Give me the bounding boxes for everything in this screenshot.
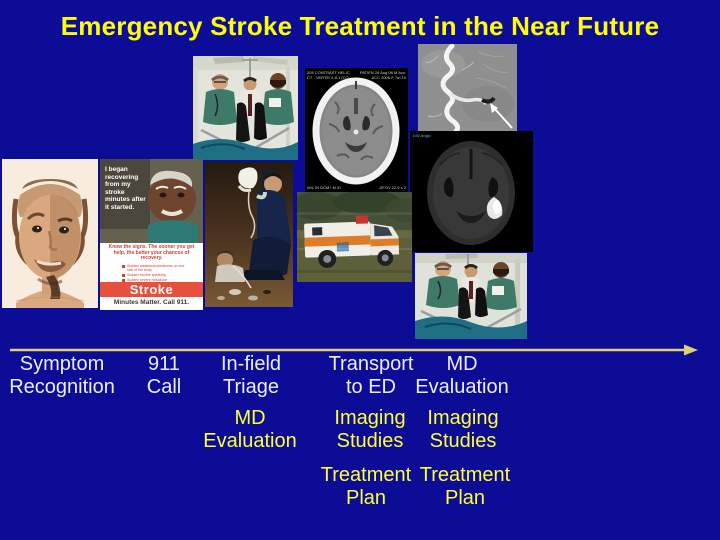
substep-label-line: Imaging (427, 407, 499, 429)
substep-label-line: Treatment (419, 464, 511, 486)
ct-header-right-text: PATIEN 29 Aug 08 M Acc: ACC 2006-F 7m 10 (359, 70, 406, 80)
poster-bullet-item (122, 273, 203, 277)
arrowhead-icon (684, 345, 698, 356)
poster-bullet-text: Sudden trouble speaking (127, 272, 166, 277)
bullet-square-icon (122, 279, 125, 282)
ct-header-left-text: 205 CONTRAST HELIC CT - VERTE/ 4 8.1 (CO (307, 70, 350, 80)
dwi-label-text: DW Angio (413, 133, 431, 138)
poster-bullet-list (100, 264, 203, 282)
poster-tagline-text: Minutes Matter. Call 911. (100, 297, 203, 310)
poster-bullet-text: Sudden severe headache (127, 277, 167, 282)
stage-label-line: Recognition (9, 376, 115, 398)
poster-brand-band (100, 282, 203, 297)
substep-label-line: Studies (336, 430, 404, 452)
poster-bullet-item (122, 278, 203, 282)
paramedic-iv-painting (205, 162, 293, 307)
ct-footer-left-text: W/L IN DCM I M ID (307, 185, 342, 190)
stage-label-line: MD (446, 353, 478, 375)
poster-photo-area (100, 159, 203, 243)
poster-signs-heading: Know the signs. The sooner you get help, the better your chances of recovery. (108, 244, 195, 261)
angiogram-image (418, 44, 517, 131)
ambulance-photo (297, 192, 412, 282)
medical-team-photo-bottom (415, 253, 527, 339)
poster-bullet-item (122, 264, 203, 272)
facial-droop-illustration (2, 159, 98, 308)
substep-label-line: Imaging (334, 407, 406, 429)
substep-label-line: Plan (345, 487, 387, 509)
medical-team-photo-top (193, 56, 298, 160)
stage-label-line: 911 (148, 353, 180, 375)
timeline-stage-md-evaluation (400, 353, 524, 399)
substep-label-line: MD (234, 407, 266, 429)
stage-label-line: to ED (345, 376, 397, 398)
substep-label-line: Treatment (320, 464, 412, 486)
stage-label-line: Symptom (19, 353, 105, 375)
slide-title: Emergency Stroke Treatment in the Near Future (60, 11, 660, 41)
poster-bullet-text: Sudden weakness/numbness on one side of the body (127, 263, 185, 272)
substep-imaging-studies-2 (401, 407, 525, 453)
stroke-awareness-poster (100, 159, 203, 310)
stage-label-line: Evaluation (415, 376, 509, 398)
timeline-stage-in-field-triage (189, 353, 313, 399)
substep-md-evaluation (188, 407, 312, 453)
poster-signs-section (100, 243, 203, 282)
stage-label-line: Transport (328, 353, 414, 375)
bullet-square-icon (122, 265, 125, 268)
stage-label-line: In-field (220, 353, 282, 375)
substep-label-line: Studies (429, 430, 497, 452)
ct-footer-right-text: DFOV 22.6 x 2 (379, 185, 406, 190)
bullet-square-icon (122, 274, 125, 277)
stage-label-line: Call (146, 376, 182, 398)
substep-label-line: Evaluation (203, 430, 297, 452)
stage-label-line: Triage (223, 376, 279, 398)
poster-quote-text: I began recovering from my stroke minutes after it started. (105, 166, 146, 211)
dwi-mri-image (410, 131, 533, 252)
poster-brand-text: Stroke (129, 282, 174, 297)
ct-scan-image (305, 68, 408, 192)
substep-label-line: Plan (444, 487, 486, 509)
substep-treatment-plan-2 (403, 464, 527, 510)
